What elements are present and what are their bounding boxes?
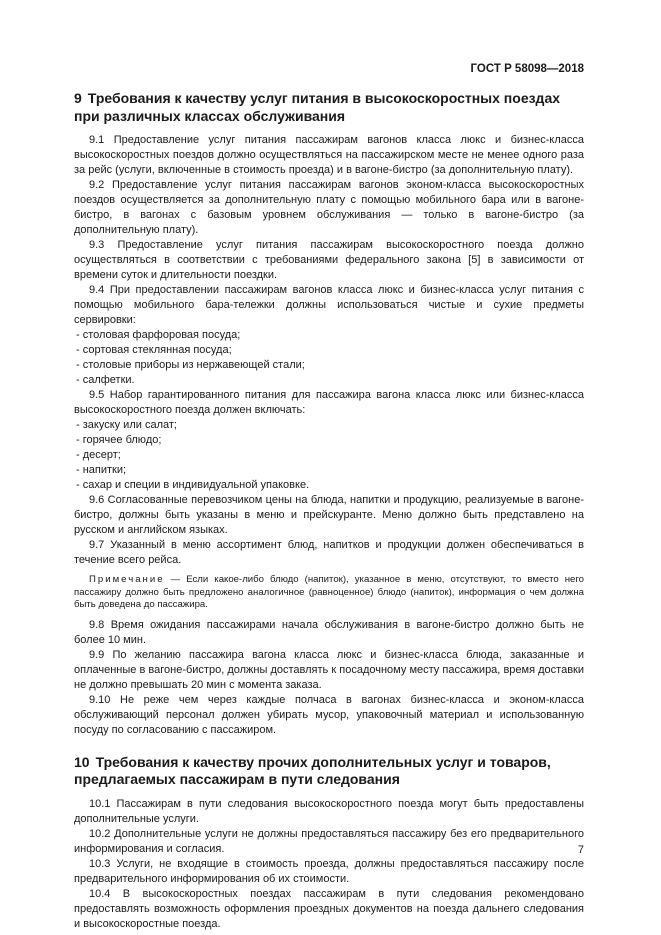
paragraph-9-9: 9.9 По желанию пассажира вагона класса люкс и бизнес-класса блюда, заказанные и оплаченные в вагоне-бистро, должны доставлять к посадочному месту пассажира, время доставки не должно превышать 20 мин с момента заказа. — [74, 648, 584, 691]
list-item: - салфетки. — [76, 374, 135, 386]
list-item: - столовая фарфоровая посуда; — [76, 329, 241, 341]
paragraph-10-4: 10.4 В высокоскоростных поездах пассажирам в пути следования рекомендовано предоставлять возможность оформления проездных документов на поезда дальнего следования и высокоскоростные поезда. — [74, 887, 584, 930]
paragraph-9-6: 9.6 Согласованные перевозчиком цены на блюда, напитки и продукцию, реализуемые в вагоне-бистро, должны быть указаны в меню и прейскуранте. Меню должно быть представлено на русском и английском языках. — [74, 494, 584, 536]
section-10-title: Требования к качеству прочих дополнительных услуг и товаров, предлагаемых пассажирам в пути следования — [74, 753, 551, 787]
paragraph-9-1: 9.1 Предоставление услуг питания пассажирам вагонов класса люкс и бизнес-класса высокоскоростных поездов должно осуществляться на пассажирском месте не менее одного раза за рейс (услуги, включенные в стоимость проезда) и в вагоне-бистро (за дополнительную плату). — [74, 134, 584, 176]
paragraph-9-7: 9.7 Указанный в меню ассортимент блюд, напитков и продукции должен обеспечиваться в течение всего рейса. — [74, 539, 584, 566]
paragraph-10-1: 10.1 Пассажирам в пути следования высокоскоростного поезда могут быть предоставлены дополнительные услуги. — [74, 797, 584, 825]
list-item: - горячее блюдо; — [76, 434, 162, 446]
list-item: - сортовая стеклянная посуда; — [76, 344, 232, 356]
paragraph-9-5: 9.5 Набор гарантированного питания для пассажира вагона класса люкс или бизнес-класса высокоскоростного поезда должен включать: — [74, 389, 584, 416]
paragraph-9-2: 9.2 Предоставление услуг питания пассажирам вагонов эконом-класса высокоскоростных поездов осуществляется за дополнительную плату с помощью мобильного бара или в вагоне-бистро, в вагонах с базовым уровнем обслуживания — только в вагоне-бистро (за дополнительную плату). — [74, 179, 584, 236]
paragraph-9-8: 9.8 Время ожидания пассажирами начала обслуживания в вагоне-бистро должно быть не более 10 мин. — [74, 618, 584, 646]
paragraph-10-2: 10.2 Дополнительные услуги не должны предоставляться пассажиру без его предварительного информирования и согласия. — [74, 827, 584, 855]
list-item: - десерт; — [76, 449, 121, 461]
document-body — [74, 90, 584, 932]
note-text: — Если какое-либо блюдо (напиток), указанное в меню, отсутствуют, то вместо него пассажиру должно быть предложено аналогичное (равноценное) блюдо (напиток), информация о чем должна быть доведена до пассажира. — [74, 574, 584, 610]
paragraph-9-3: 9.3 Предоставление услуг питания пассажирам высокоскоростного поезда должно осуществляться в соответствии с требованиями федерального закона [5] в зависимости от времени суток и длительности поездки. — [74, 239, 584, 281]
paragraph-9-10: 9.10 Не реже чем через каждые полчаса в вагонах бизнес-класса и эконом-класса обслуживающий персонал должен убирать мусор, упаковочный материал и использованную посуду по согласованию с пассажиром. — [74, 693, 584, 736]
list-item: - закуску или салат; — [76, 419, 177, 431]
page-number: 7 — [577, 844, 584, 856]
section-9-number: 9 — [74, 90, 82, 106]
paragraph-10-3: 10.3 Услуги, не входящие в стоимость проезда, должны предоставляться пассажиру после предварительного информирования об их стоимости. — [74, 857, 584, 885]
section-9-title: Требования к качеству услуг питания в высокоскоростных поездах при различных классах обслуживания — [74, 90, 561, 124]
paragraph-9-4: 9.4 При предоставлении пассажирам вагонов класса люкс и бизнес-класса услуг питания с помощью мобильного бара-тележки должны использоваться чистые и сухие предметы сервировки: — [74, 284, 584, 326]
note — [74, 574, 584, 612]
section-10-number: 10 — [74, 753, 90, 770]
section-9-heading — [74, 90, 584, 125]
document-standard-number: ГОСТ Р 58098—2018 — [470, 63, 584, 75]
note-label: Примечание — [89, 574, 165, 585]
list-item: - сахар и специи в индивидуальной упаковке. — [76, 479, 310, 491]
section-10-heading — [74, 754, 584, 789]
list-item: - напитки; — [76, 464, 127, 476]
list-item: - столовые приборы из нержавеющей стали; — [76, 359, 305, 371]
